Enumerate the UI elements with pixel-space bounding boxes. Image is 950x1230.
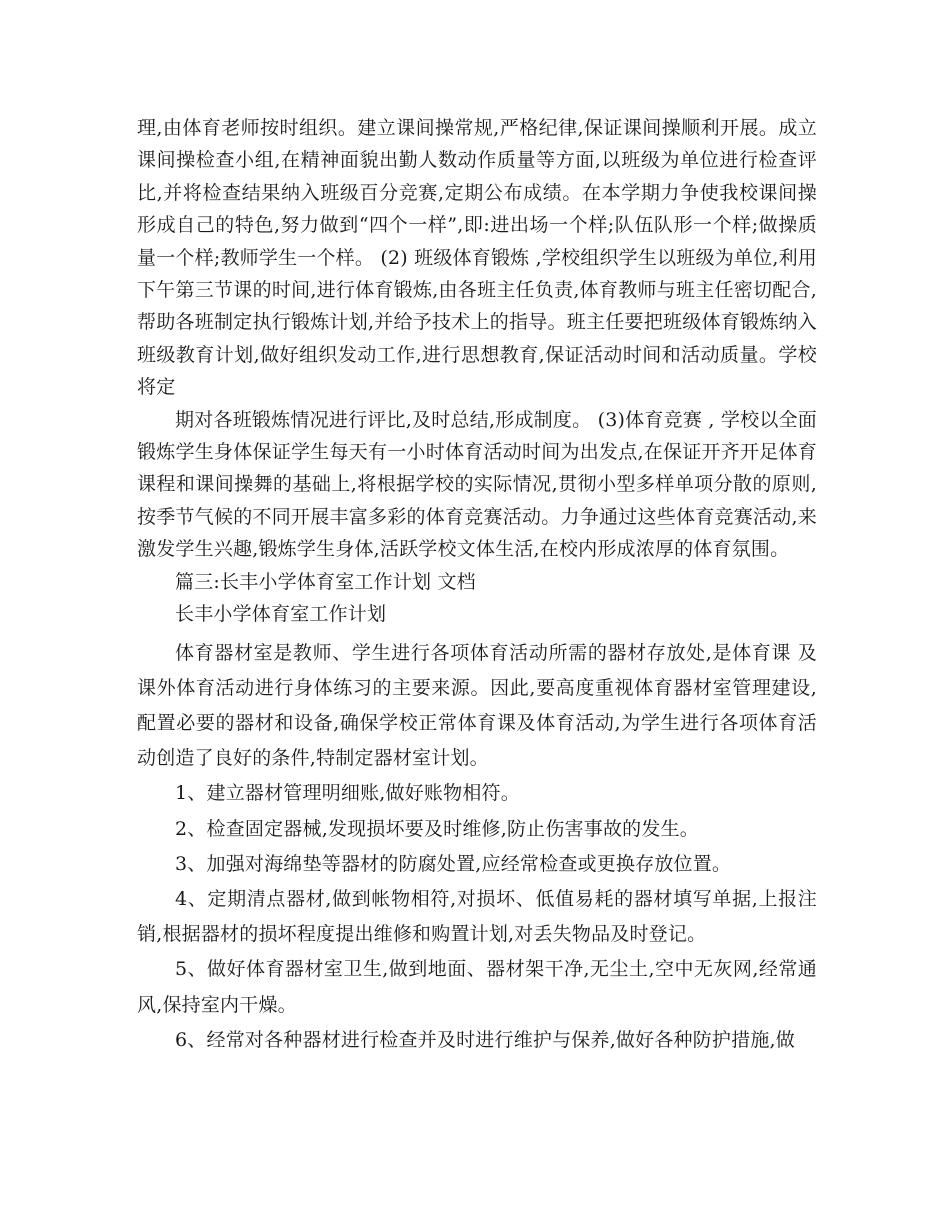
list-item-5: 5、做好体育器材室卫生,做到地面、器材架干净,无尘土,空中无灰网,经常通风,保持室内干燥。 — [137, 958, 817, 1016]
list-item-6: 6、经常对各种器材进行检查并及时进行维护与保养,做好各种防护措施,做 — [175, 1028, 795, 1051]
list-item-3: 3、加强对海绵垫等器材的防腐处置,应经常检查或更换存放位置。 — [175, 852, 732, 875]
section-heading: 篇三:长丰小学体育室工作计划 文档 — [175, 570, 476, 593]
list-item-2: 2、检查固定器械,发现损坏要及时维修,防止伤害事故的发生。 — [175, 817, 699, 840]
paragraph-intro: 体育器材室是教师、学生进行各项体育活动所需的器材存放处,是体育课 及课外体育活动进行身体练习的主要来源。因此,要高度重视体育器材室管理建设,配置必要的器材和设备,确保学校正常体育课及体育活动,为学生进行各项体育活动创造了良好的条件,特制定器材室计划。 — [137, 641, 817, 770]
paragraph-class-exercise-continuation: 理,由体育老师按时组织。建立课间操常规,严格纪律,保证课间操顺利开展。成立课间操检查小组,在精神面貌出勤人数动作质量等方面,以班级为单位进行检查评比,并将检查结果纳入班级百分竞赛,定期公布成绩。在本学期力争使我校课间操形成自己的特色,努力做到“四个一样”,即:进出场一个样;队伍队形一个样;做操质量一个样;教师学生一个样。 (2) 班级体育锻炼 ,学校组织学生以班级为单位,利用下午第三节课的时间,进行体育锻炼,由各班主任负责,体育教师与班主任密切配合,帮助各班制定执行锻炼计划,并给予技术上的指导。班主任要把班级体育锻炼纳入班级教育计划,做好组织发动工作,进行思想教育,保证活动时间和活动质量。学校将定 — [137, 117, 817, 399]
document-body — [137, 112, 817, 1058]
list-item-1: 1、建立器材管理明细账,做好账物相符。 — [175, 782, 520, 805]
document-title: 长丰小学体育室工作计划 — [175, 603, 387, 626]
paragraph-class-competition: 期对各班锻炼情况进行评比,及时总结,形成制度。 (3)体育竞赛 , 学校以全面锻炼学生身体保证学生每天有一小时体育活动时间为出发点,在保证开齐开足体育课程和课间操舞的基础上,将根据学校的实际情况,贯彻小型多样单项分散的原则,按季节气候的不同开展丰富多彩的体育竞赛活动。力争通过这些体育竞赛活动,来激发学生兴趣,锻炼学生身体,活跃学校文体生活,在校内形成浓厚的体育氛围。 — [137, 408, 817, 561]
list-item-4: 4、定期清点器材,做到帐物相符,对损坏、低值易耗的器材填写单据,上报注销,根据器材的损坏程度提出维修和购置计划,对丢失物品及时登记。 — [137, 887, 817, 946]
